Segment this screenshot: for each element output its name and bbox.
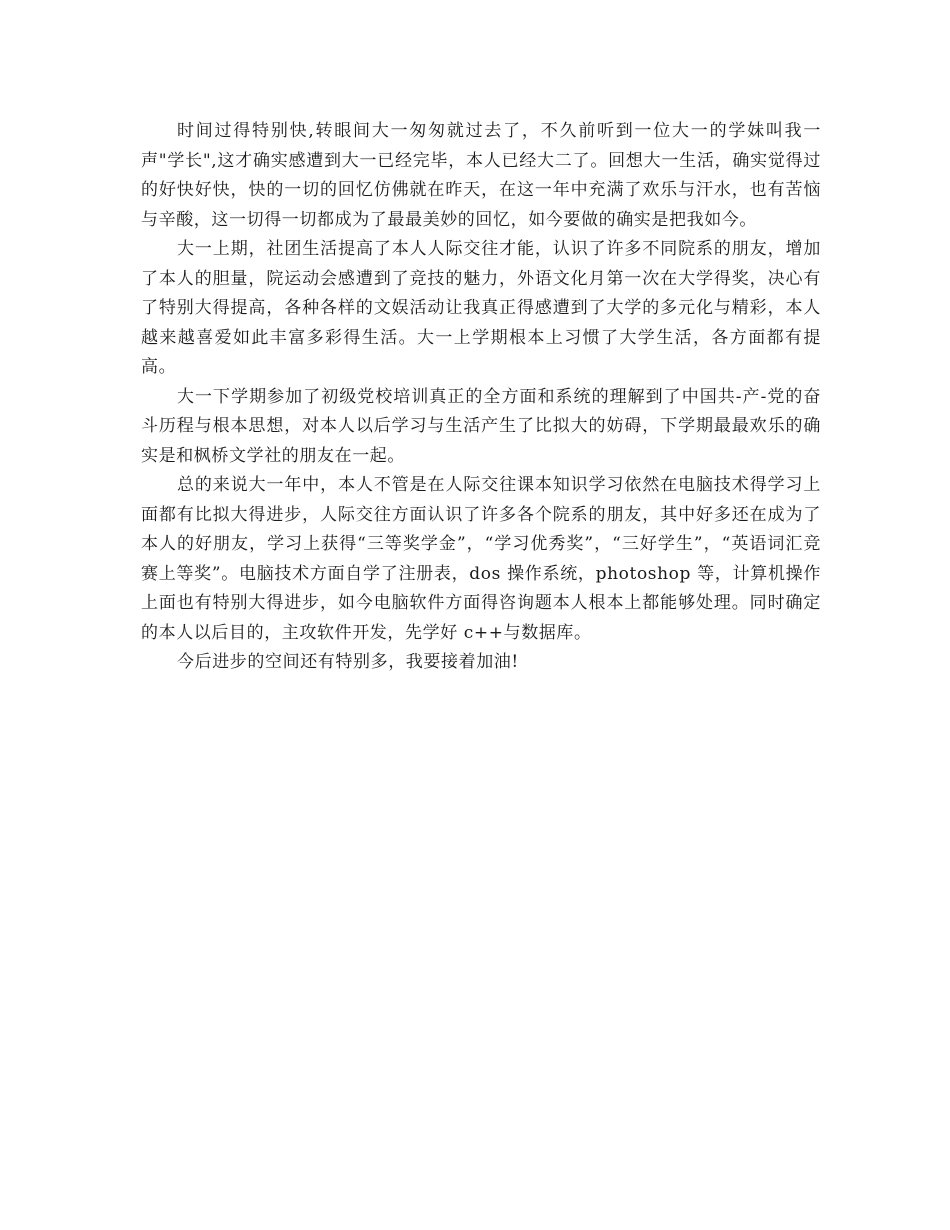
paragraph-5: 今后进步的空间还有特别多，我要接着加油! (177, 652, 519, 672)
paragraph-3: 大一下学期参加了初级党校培训真正的全方面和系统的理解到了中国共-产-党的奋斗历程与根本思想，对本人以后学习与生活产生了比拟大的妨碍，下学期最最欢乐的确实是和枫桥文学社的朋友在一起。 (141, 386, 821, 466)
paragraph-2: 大一上期，社团生活提高了本人人际交往才能，认识了许多不同院系的朋友，增加了本人的胆量，院运动会感遭到了竞技的魅力，外语文化月第一次在大学得奖，决心有了特别大得提高，各种各样的文娱活动让我真正得感遭到了大学的多元化与精彩，本人越来越喜爱如此丰富多彩得生活。大一上学期根本上习惯了大学生活，各方面都有提高。 (141, 239, 821, 377)
paragraph-4: 总的来说大一年中，本人不管是在人际交往课本知识学习依然在电脑技术得学习上面都有比拟大得进步，人际交往方面认识了许多各个院系的朋友，其中好多还在成为了本人的好朋友，学习上获得“三等奖学金”，“学习优秀奖”，“三好学生”，“英语词汇竞赛上等奖”。电脑技术方面自学了注册表，dos 操作系统，photoshop 等，计算机操作上面也有特别大得进步，如今电脑软件方面得咨询题本人根本上都能够处理。同时确定的本人以后目的，主攻软件开发，先学好 c++与数据库。 (141, 475, 821, 643)
paragraph-1: 时间过得特别快,转眼间大一匆匆就过去了，不久前听到一位大一的学妹叫我一声"学长",这才确实感遭到大一已经完毕，本人已经大二了。回想大一生活，确实觉得过的好快好快，快的一切的回忆仿佛就在昨天，在这一年中充满了欢乐与汗水，也有苦恼与辛酸，这一切得一切都成为了最最美妙的回忆，如今要做的确实是把我如今。 (141, 121, 821, 230)
document-body (141, 117, 821, 678)
